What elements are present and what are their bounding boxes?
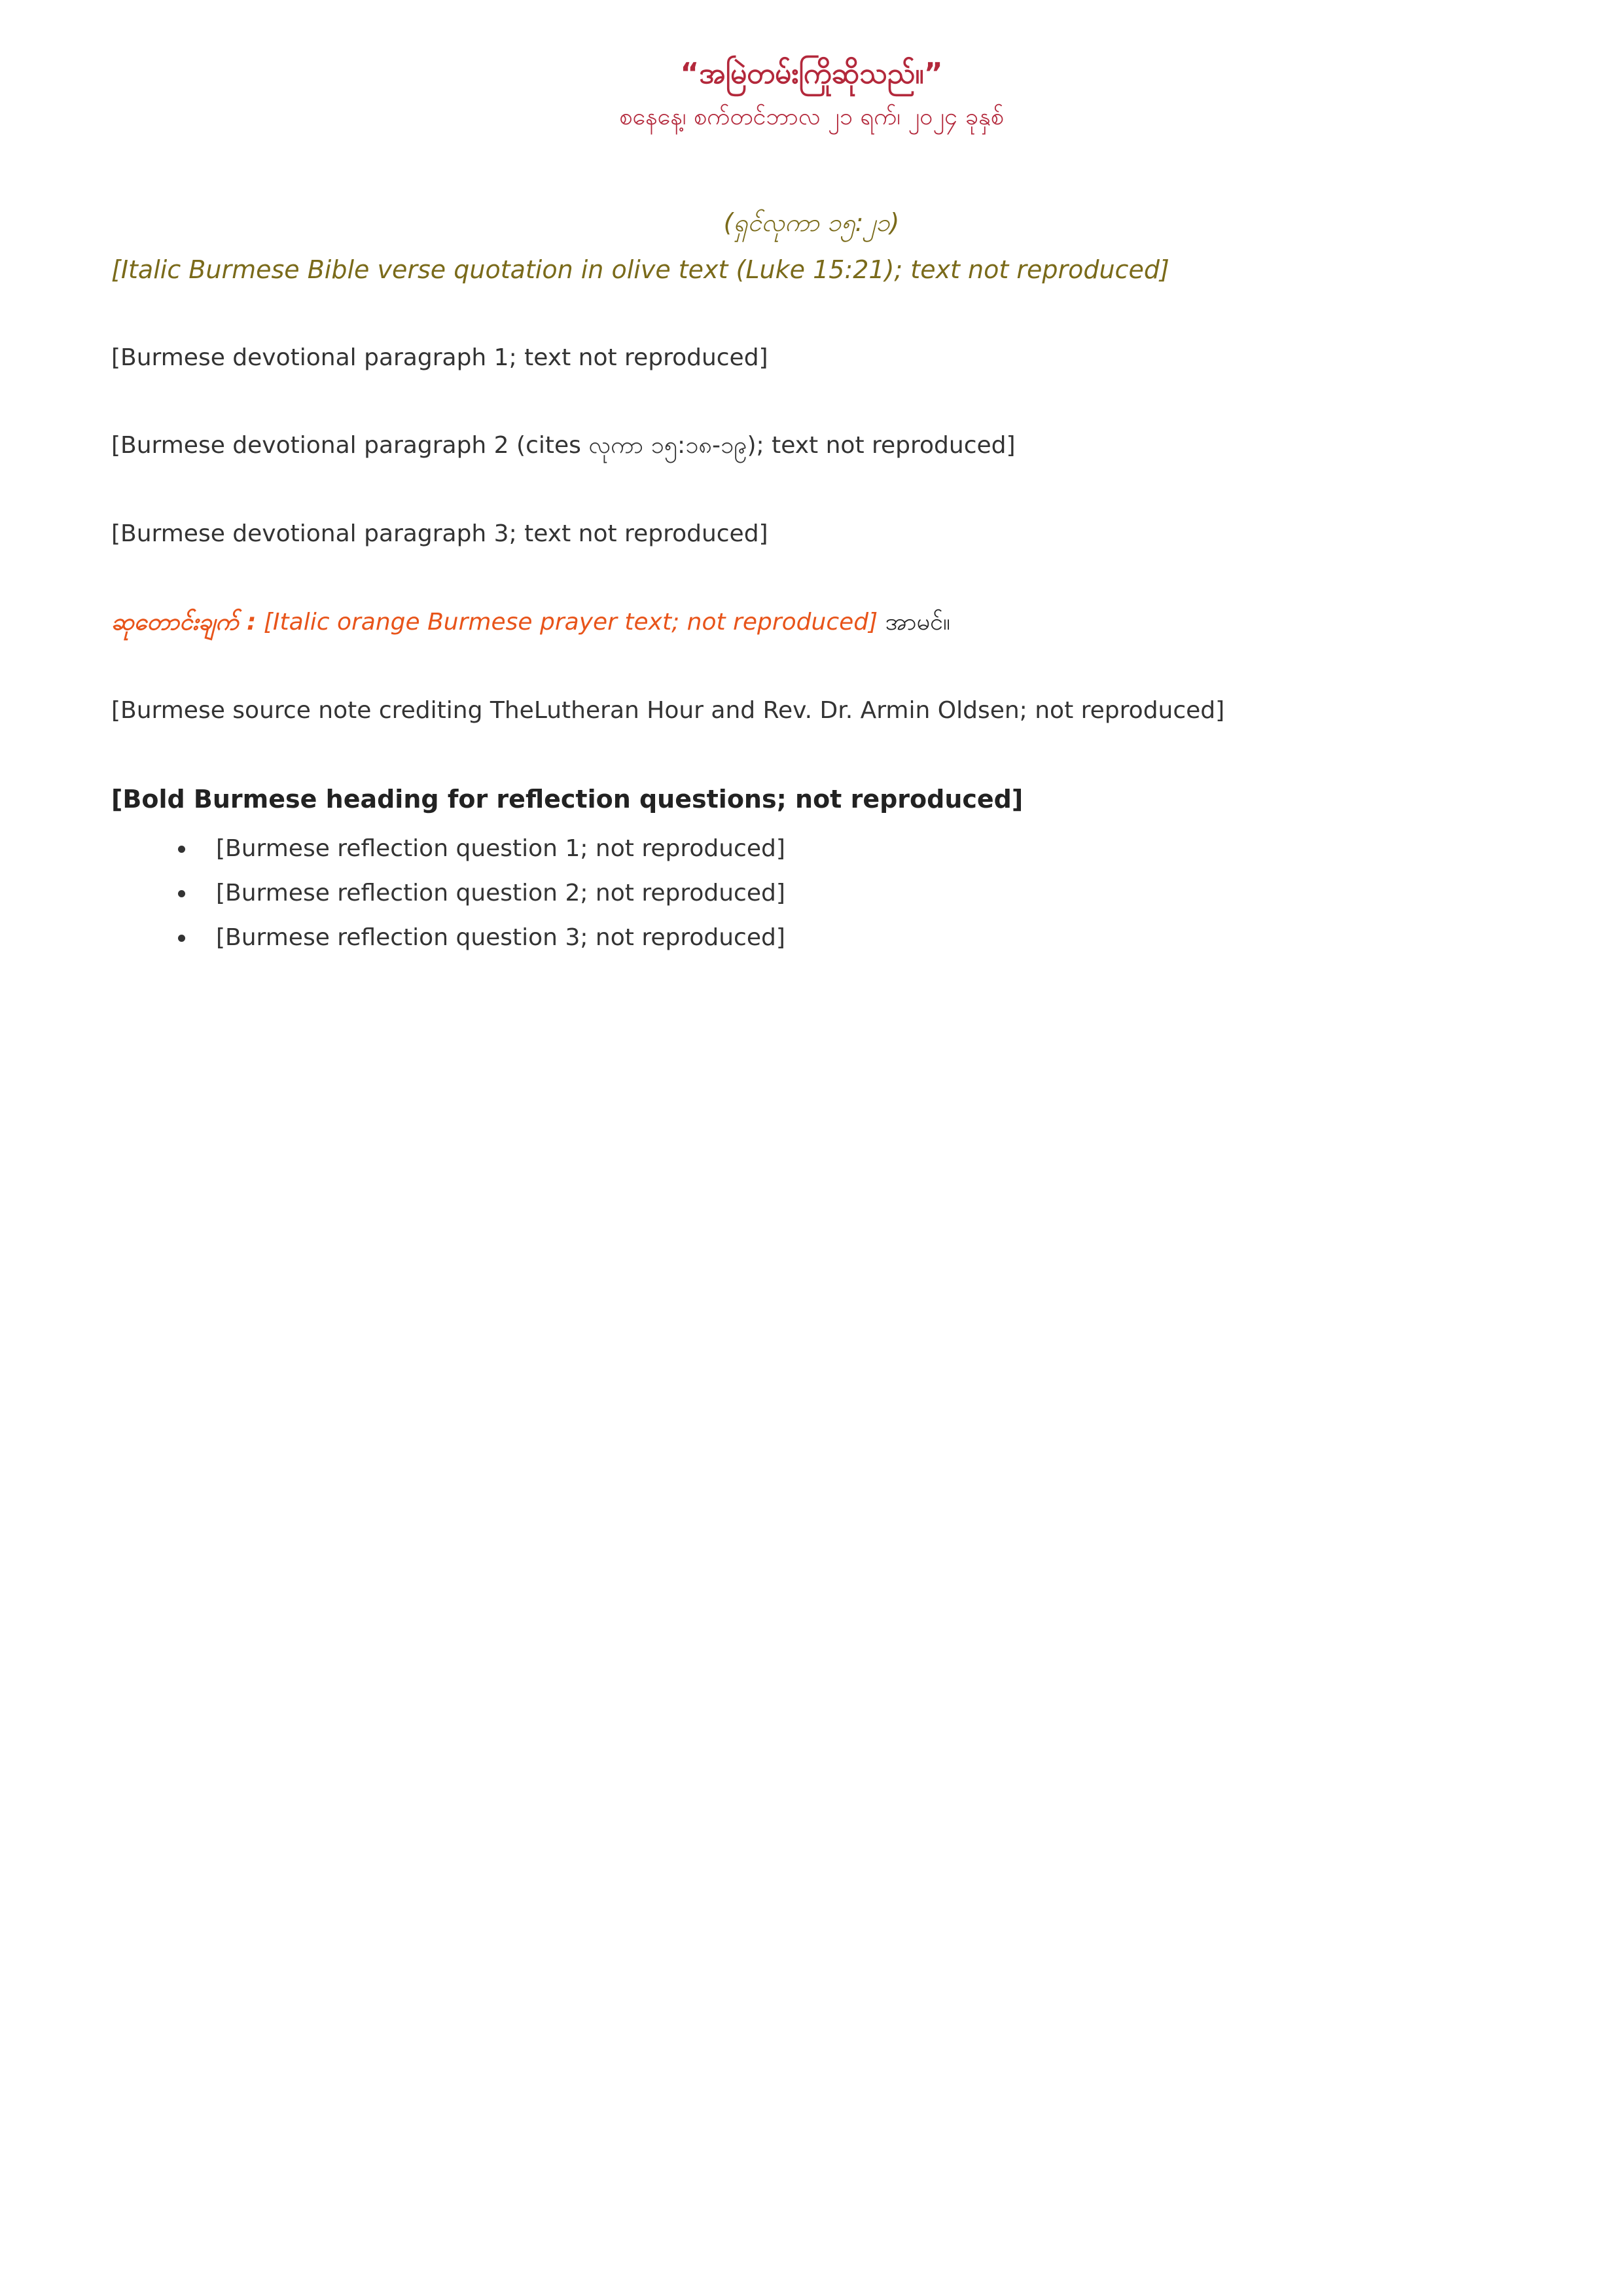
page-date: စနေနေ့၊ စက်တင်ဘာလ ၂၁ ရက်၊ ၂၀၂၄ ခုနှစ် [619, 103, 1004, 130]
body-paragraph-3 [111, 513, 1512, 556]
body-paragraph-2-text: [Burmese devotional paragraph 2 (cites လုကာ ၁၅:၁၈-၁၉); text not reproduced] [111, 432, 1016, 459]
question-item: • [Burmese reflection question 3; not reproduced] [196, 916, 1512, 960]
question-item: • [Burmese reflection question 1; not reproduced] [196, 827, 1512, 871]
prayer [111, 601, 1512, 644]
body-paragraph-2 [111, 425, 1512, 467]
page-title: “အမြဲတမ်းကြိုဆိုသည်။” [680, 57, 943, 90]
verse-reference: (ရှင်လုကာ ၁၅:၂၁) [723, 208, 900, 237]
prayer-ending: အာမင်။ [885, 608, 950, 636]
body-paragraph-3-text: [Burmese devotional paragraph 3; text not reproduced] [111, 520, 768, 548]
question-item: • [Burmese reflection question 2; not reproduced] [196, 871, 1512, 916]
prayer-text: [Italic orange Burmese prayer text; not reproduced] [263, 608, 878, 636]
body-paragraph-1 [111, 337, 1512, 380]
source-note: [Burmese source note crediting TheLutheran Hour and Rev. Dr. Armin Oldsen; not reproduced] [111, 696, 1225, 724]
prayer-label: ဆုတောင်းချက် : [111, 608, 257, 636]
questions-heading: [Bold Burmese heading for reflection questions; not reproduced] [111, 784, 1024, 814]
questions-list [111, 827, 1512, 961]
body-paragraph-1-text: [Burmese devotional paragraph 1; text not reproduced] [111, 344, 768, 371]
verse-text: [Italic Burmese Bible verse quotation in olive text (Luke 15:21); text not reproduced] [111, 255, 1169, 284]
